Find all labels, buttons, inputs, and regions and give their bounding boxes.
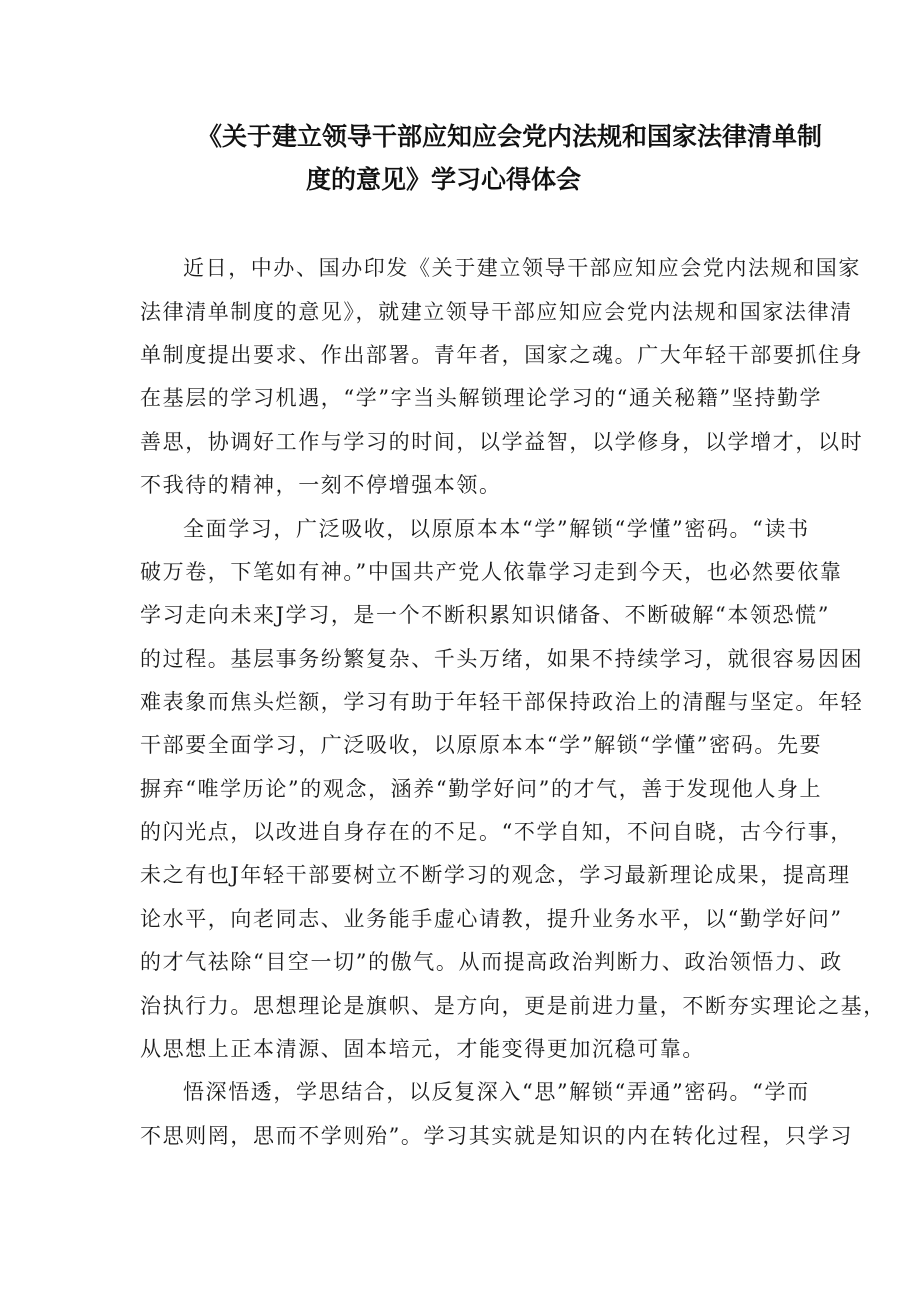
paragraph-2-line-10: 论水平，向老同志、业务能手虚心请教，提升业务水平，以“勤学好问”	[140, 907, 843, 931]
document-title-line-2: 度的意见》学习心得体会	[306, 165, 582, 194]
document-title-line-1: 《关于建立领导干部应知应会党内法规和国家法律清单制	[197, 122, 823, 151]
paragraph-1-line-2: 法律清单制度的意见》，就建立领导干部应知应会党内法规和国家法律清	[140, 300, 853, 324]
paragraph-2-line-11: 的才气祛除“目空一切”的傲气。从而提高政治判断力、政治领悟力、政	[140, 950, 843, 974]
paragraph-2-line-5: 难表象而焦头烂额，学习有助于年轻干部保持政治上的清醒与坚定。年轻	[140, 690, 864, 714]
paragraph-2-line-3: 学习走向未来J学习，是一个不断积累知识储备、不断破解“本领恐慌”	[140, 603, 831, 627]
paragraph-2-line-6: 干部要全面学习，广泛吸收，以原原本本“学”解锁“学懂”密码。先要	[140, 733, 823, 757]
paragraph-2-line-2: 破万卷，下笔如有神。”中国共产党人依靠学习走到今天，也必然要依靠	[140, 560, 843, 584]
paragraph-2-line-7: 摒弃“唯学历论”的观念，涵养“勤学好问”的才气，善于发现他人身上	[140, 777, 823, 801]
paragraph-1-line-6: 不我待的精神，一刻不停增强本领。	[140, 473, 502, 497]
paragraph-1-line-5: 善思，协调好工作与学习的时间，以学益智，以学修身，以学增才，以时	[140, 430, 864, 454]
paragraph-2-line-4: 的过程。基层事务纷繁复杂、千头万绪，如果不持续学习，就很容易因困	[140, 647, 864, 671]
paragraph-2-line-12: 治执行力。思想理论是旗帜、是方向，更是前进力量，不断夯实理论之基，	[140, 994, 886, 1018]
paragraph-2-line-8: 的闪光点，以改进自身存在的不足。“不学自知，不问自晓，古今行事，	[140, 820, 853, 844]
paragraph-2-line-9: 未之有也J年轻干部要树立不断学习的观念，学习最新理论成果，提高理	[140, 863, 851, 887]
paragraph-2-line-1: 全面学习，广泛吸收，以原原本本“学”解锁“学懂”密码。“读书	[183, 517, 810, 541]
paragraph-1-line-3: 单制度提出要求、作出部署。青年者，国家之魂。广大年轻干部要抓住身	[140, 343, 864, 367]
paragraph-3-line-2: 不思则罔，思而不学则殆”。学习其实就是知识的内在转化过程，只学习	[140, 1124, 853, 1148]
paragraph-3-line-1: 悟深悟透，学思结合，以反复深入“思”解锁“弄通”密码。“学而	[183, 1080, 810, 1104]
paragraph-1-line-1: 近日，中办、国办印发《关于建立领导干部应知应会党内法规和国家	[183, 256, 861, 280]
paragraph-2-line-13: 从思想上正本清源、固本培元，才能变得更加沉稳可靠。	[140, 1037, 705, 1061]
paragraph-1-line-4: 在基层的学习机遇，“学”字当头解锁理论学习的“通关秘籍”坚持勤学	[140, 386, 823, 410]
